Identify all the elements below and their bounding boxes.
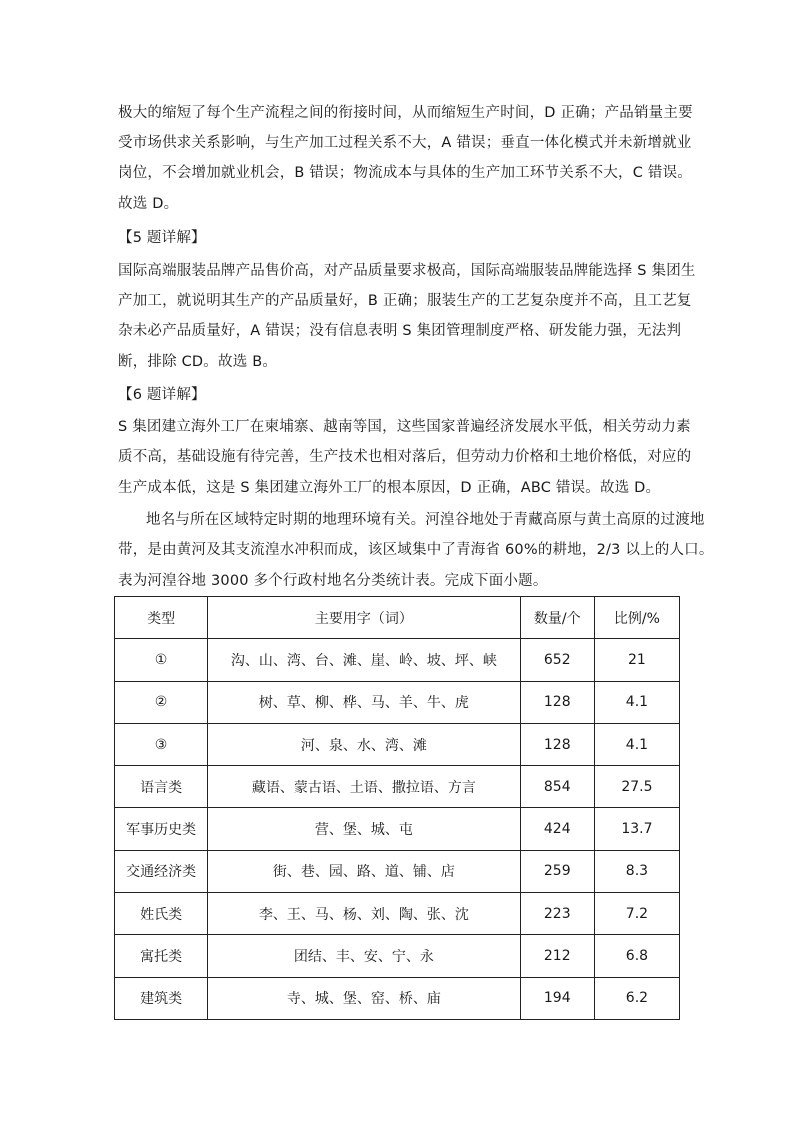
cell-percent: 21: [594, 639, 679, 681]
cell-count: 128: [520, 681, 594, 723]
cell-type: 寓托类: [115, 935, 208, 977]
paragraph-line: 生产成本低，这是 S 集团建立海外工厂的根本原因，D 正确，ABC 错误。故选 D。: [118, 480, 661, 496]
cell-percent: 4.1: [594, 723, 679, 765]
place-name-statistics-table: [114, 596, 680, 1020]
paragraph-line: 岗位，不会增加就业机会，B 错误；物流成本与具体的生产加工环节关系不大，C 错误。: [118, 165, 692, 181]
cell-count: 854: [520, 766, 594, 808]
cell-type: 语言类: [115, 766, 208, 808]
cell-words: 团结、丰、安、宁、永: [208, 935, 521, 977]
cell-type: ③: [115, 723, 208, 765]
cell-words: 沟、山、湾、台、滩、崖、岭、坡、坪、峡: [208, 639, 521, 681]
cell-percent: 27.5: [594, 766, 679, 808]
section-heading-6: 【6 题详解】: [118, 387, 206, 403]
table-row: [115, 639, 680, 681]
cell-type: 建筑类: [115, 977, 208, 1019]
paragraph-line: 质不高，基础设施有待完善，生产技术也相对落后，但劳动力价格和土地价格低，对应的: [118, 449, 692, 465]
paragraph-line: S 集团建立海外工厂在柬埔寨、越南等国，这些国家普遍经济发展水平低，相关劳动力素: [118, 419, 691, 435]
paragraph-line: 断，排除 CD。故选 B。: [118, 354, 278, 370]
cell-type: 军事历史类: [115, 808, 208, 850]
cell-count: 194: [520, 977, 594, 1019]
table-row: [115, 893, 680, 935]
table-row: [115, 681, 680, 723]
cell-percent: 8.3: [594, 850, 679, 892]
cell-type: ②: [115, 681, 208, 723]
cell-percent: 6.2: [594, 977, 679, 1019]
cell-count: 424: [520, 808, 594, 850]
paragraph-line: 杂未必产品质量好，A 错误；没有信息表明 S 集团管理制度严格、研发能力强，无法判: [118, 323, 682, 339]
paragraph-line: 地名与所在区域特定时期的地理环境有关。河湟谷地处于青藏高原与黄土高原的过渡地: [146, 512, 705, 528]
cell-percent: 13.7: [594, 808, 679, 850]
header-type: 类型: [115, 597, 208, 639]
paragraph-line: 表为河湟谷地 3000 多个行政村地名分类统计表。完成下面小题。: [118, 573, 548, 589]
cell-words: 李、王、马、杨、刘、陶、张、沈: [208, 893, 521, 935]
header-percent: 比例/%: [594, 597, 679, 639]
paragraph-line: 国际高端服装品牌产品售价高，对产品质量要求极高，国际高端服装品牌能选择 S 集团生: [118, 263, 696, 279]
cell-words: 寺、城、堡、窑、桥、庙: [208, 977, 521, 1019]
paragraph-line: 产加工，就说明其生产的产品质量好，B 正确；服装生产的工艺复杂度并不高，且工艺复: [118, 293, 692, 309]
cell-words: 河、泉、水、湾、滩: [208, 723, 521, 765]
cell-type: 交通经济类: [115, 850, 208, 892]
paragraph-line: 极大的缩短了每个生产流程之间的衔接时间，从而缩短生产时间，D 正确；产品销量主要: [118, 105, 693, 121]
cell-count: 652: [520, 639, 594, 681]
table-row: [115, 808, 680, 850]
table-row: [115, 766, 680, 808]
cell-count: 212: [520, 935, 594, 977]
cell-count: 128: [520, 723, 594, 765]
cell-words: 树、草、柳、桦、马、羊、牛、虎: [208, 681, 521, 723]
paragraph-line: 受市场供求关系影响，与生产加工过程关系不大，A 错误；垂直一体化模式并未新增就业: [118, 135, 692, 151]
cell-count: 259: [520, 850, 594, 892]
cell-type: 姓氏类: [115, 893, 208, 935]
table-row: [115, 935, 680, 977]
cell-words: 藏语、蒙古语、土语、撒拉语、方言: [208, 766, 521, 808]
cell-type: ①: [115, 639, 208, 681]
header-count: 数量/个: [520, 597, 594, 639]
header-main-words: 主要用字（词）: [208, 597, 521, 639]
paragraph-line: 带，是由黄河及其支流湟水冲积而成，该区域集中了青海省 60%的耕地，2/3 以上的人口。: [118, 542, 714, 558]
cell-words: 街、巷、园、路、道、铺、店: [208, 850, 521, 892]
table-row: [115, 977, 680, 1019]
cell-percent: 4.1: [594, 681, 679, 723]
paragraph-line: 故选 D。: [118, 196, 179, 212]
cell-count: 223: [520, 893, 594, 935]
table-row: [115, 723, 680, 765]
section-heading-5: 【5 题详解】: [118, 230, 206, 246]
cell-percent: 6.8: [594, 935, 679, 977]
cell-words: 营、堡、城、屯: [208, 808, 521, 850]
table-header-row: [115, 597, 680, 639]
table-row: [115, 850, 680, 892]
cell-percent: 7.2: [594, 893, 679, 935]
